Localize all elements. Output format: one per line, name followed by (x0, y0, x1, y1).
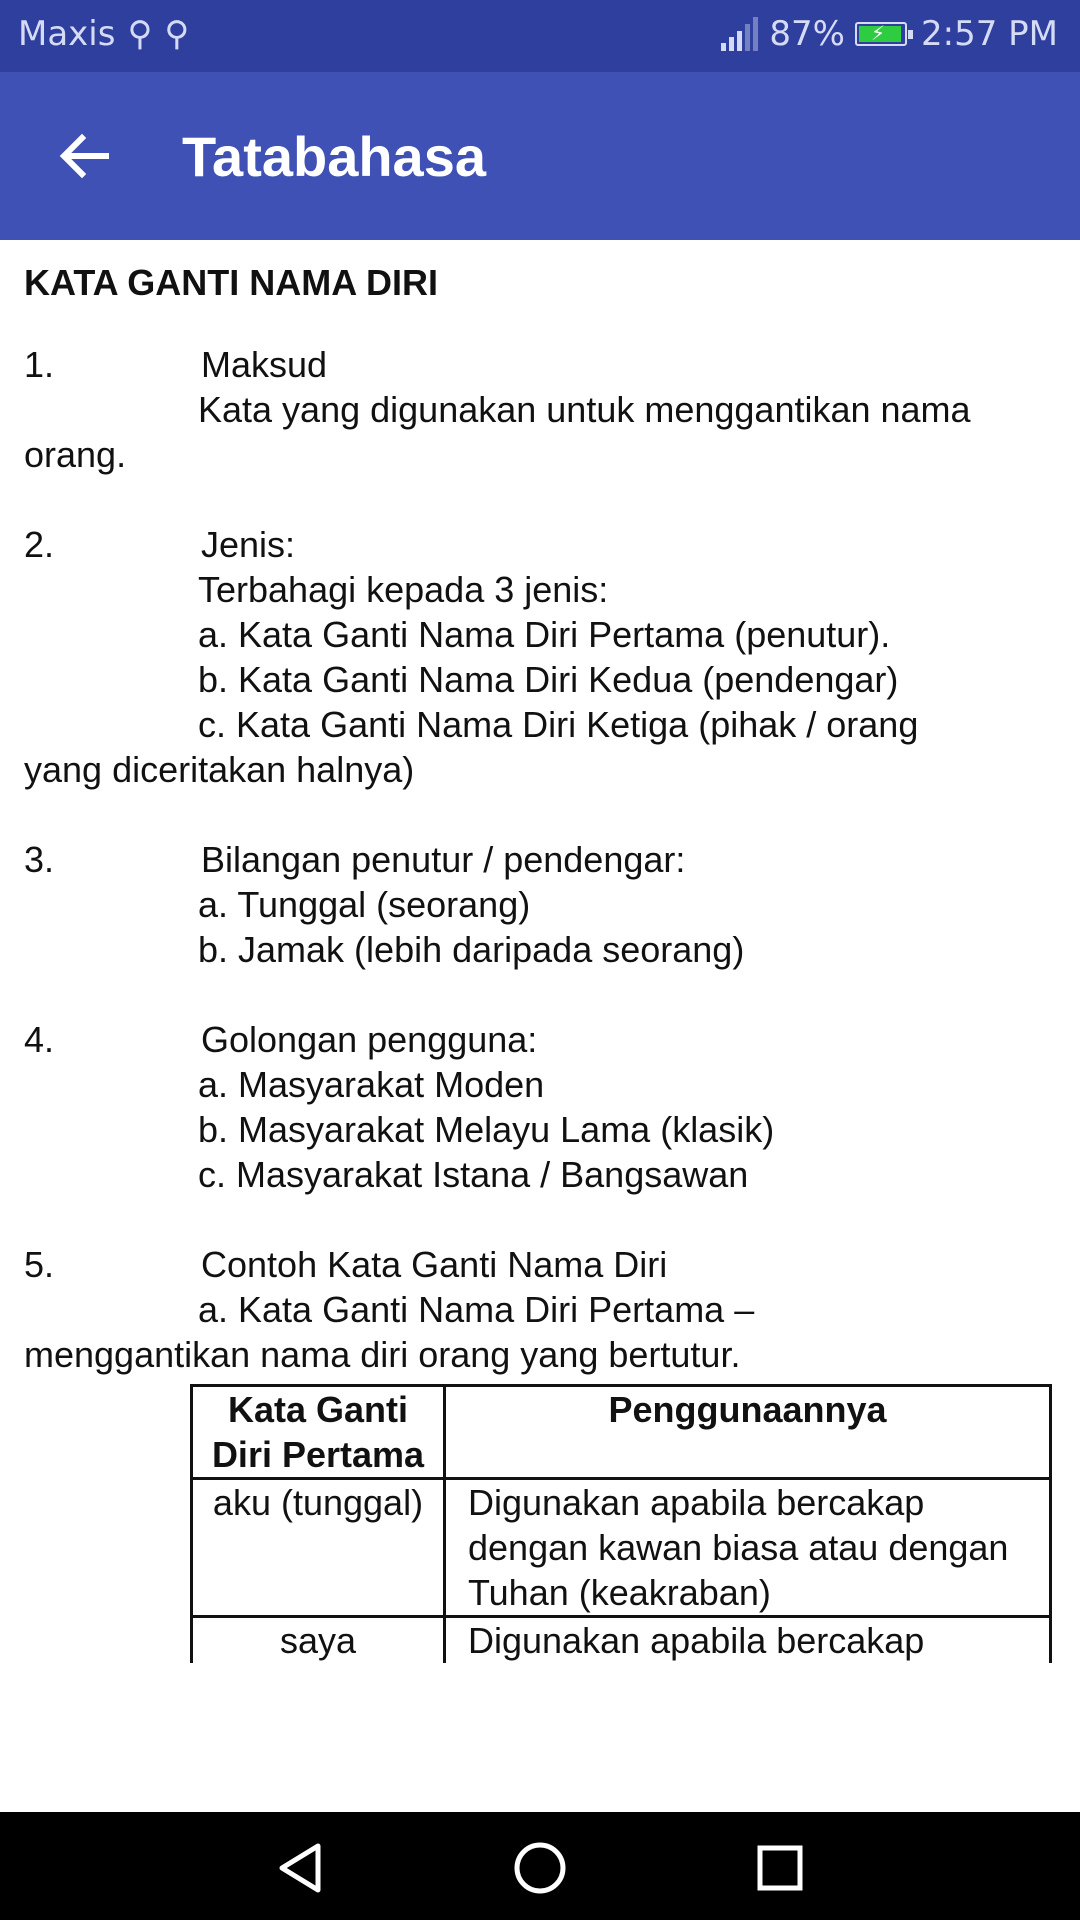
table-cell: Digunakan apabila bercakap (445, 1617, 1051, 1664)
section-title: Maksud (201, 344, 328, 385)
carrier-name: Maxis (18, 14, 116, 54)
signal-icon (721, 17, 761, 51)
circle-home-icon (510, 1838, 570, 1898)
pronoun-table (190, 1384, 1052, 1663)
list-item: c. Masyarakat Istana / Bangsawan (198, 1154, 749, 1195)
table-row (192, 1617, 1051, 1664)
list-item: b. Jamak (lebih daripada seorang) (198, 929, 745, 970)
section-title: Golongan pengguna: (201, 1019, 538, 1060)
status-bar (0, 0, 1080, 72)
section-text: orang. (24, 434, 127, 475)
table-cell: saya (192, 1617, 445, 1664)
table-row (192, 1479, 1051, 1617)
section-title: Contoh Kata Ganti Nama Diri (201, 1244, 668, 1285)
section-title: Bilangan penutur / pendengar: (201, 839, 686, 880)
section-title: Jenis: (201, 524, 296, 565)
nav-home-button[interactable] (510, 1838, 570, 1898)
list-item: a. Kata Ganti Nama Diri Pertama – (198, 1289, 755, 1330)
app-bar (0, 72, 1080, 240)
clock: 2:57 PM (921, 14, 1058, 54)
section-number: 1. (24, 344, 55, 385)
section-text: Kata yang digunakan untuk menggantikan nama (198, 389, 971, 430)
triangle-back-icon (270, 1838, 330, 1898)
nav-back-button[interactable] (270, 1838, 330, 1898)
table-cell: aku (tunggal) (192, 1479, 445, 1617)
list-item: a. Tunggal (seorang) (198, 884, 531, 925)
section-text: Terbahagi kepada 3 jenis: (198, 569, 609, 610)
section-number: 4. (24, 1019, 55, 1060)
table-header: Kata Ganti Diri Pertama (192, 1386, 445, 1479)
content-scroll-area[interactable] (0, 240, 1080, 1812)
section-number: 5. (24, 1244, 55, 1285)
table-header: Penggunaannya (445, 1386, 1051, 1479)
battery-icon: ⚡ (855, 22, 907, 46)
square-recents-icon (750, 1838, 810, 1898)
table-cell: Digunakan apabila bercakap dengan kawan biasa atau dengan Tuhan (keakraban) (445, 1479, 1051, 1617)
page-title: Tatabahasa (182, 125, 486, 188)
table-header-row (192, 1386, 1051, 1479)
nav-recents-button[interactable] (750, 1838, 810, 1898)
usb-debug-icon: ⚲ (164, 14, 190, 54)
arrow-left-icon (56, 128, 112, 184)
list-item: c. Kata Ganti Nama Diri Ketiga (pihak / orang (198, 704, 919, 745)
battery-percent: 87% (769, 14, 845, 54)
list-item: a. Masyarakat Moden (198, 1064, 545, 1105)
list-item: b. Masyarakat Melayu Lama (klasik) (198, 1109, 775, 1150)
list-item-wrap: yang diceritakan halnya) (24, 749, 415, 790)
list-item-wrap: menggantikan nama diri orang yang bertutur. (24, 1334, 741, 1375)
navigation-bar (0, 1812, 1080, 1920)
list-item: b. Kata Ganti Nama Diri Kedua (pendengar) (198, 659, 899, 700)
section-number: 3. (24, 839, 55, 880)
section-heading: KATA GANTI NAMA DIRI (24, 262, 438, 303)
list-item: a. Kata Ganti Nama Diri Pertama (penutur). (198, 614, 891, 655)
back-button[interactable] (56, 128, 112, 184)
usb-icon: ⚲ (127, 14, 153, 54)
section-number: 2. (24, 524, 55, 565)
